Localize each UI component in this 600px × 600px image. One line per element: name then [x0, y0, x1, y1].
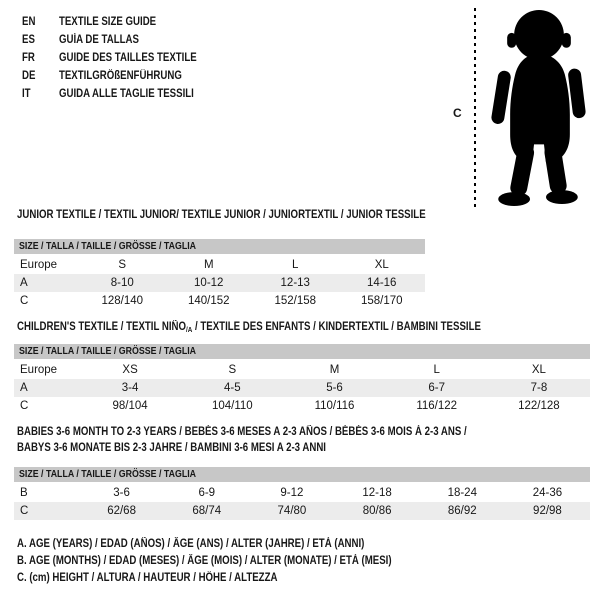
language-code: EN [22, 16, 36, 28]
table-row-europe [14, 361, 590, 379]
language-code: ES [22, 34, 35, 46]
language-row [22, 67, 197, 85]
language-code: FR [22, 52, 35, 64]
size-cell: L [292, 259, 299, 271]
size-cell: 68/74 [192, 505, 222, 517]
size-cell: 104/110 [211, 400, 253, 412]
size-cell: 8-10 [110, 277, 134, 289]
size-header-band [14, 239, 425, 254]
size-cell: 122/128 [518, 400, 560, 412]
babies-title-line2: BABYS 3-6 MONATE BIS 2-3 JAHRE / BAMBINI 3-6 MESI A 2-3 ANNI [17, 442, 326, 454]
row-label: B [20, 487, 28, 499]
language-row [22, 31, 197, 49]
language-code: DE [22, 70, 36, 82]
size-cell: 152/158 [274, 295, 317, 307]
row-label: A [20, 382, 28, 394]
table-row-height [14, 397, 590, 415]
size-header-band [14, 344, 590, 359]
language-label: GUÍA DE TALLAS [58, 34, 139, 46]
size-cell: 92/98 [533, 505, 562, 517]
size-cell: 3-4 [121, 382, 139, 394]
row-label: Europe [20, 259, 58, 271]
language-row [22, 49, 197, 67]
size-cell: XL [374, 259, 389, 271]
size-cell: L [433, 364, 440, 376]
size-cell: XL [531, 364, 546, 376]
size-cell: 98/104 [112, 400, 148, 412]
children-table-title [17, 321, 569, 334]
junior-size-table [14, 239, 425, 310]
size-cell: 110/116 [314, 400, 355, 412]
size-cell: M [203, 259, 214, 271]
size-cell: 24-36 [532, 487, 563, 499]
size-header-text: SIZE / TALLA / TAILLE / GRÖSSE / TAGLIA [19, 240, 197, 252]
row-label: Europe [20, 364, 58, 376]
table-row-age-years [14, 274, 425, 292]
footnote-age-months: B. AGE (MONTHS) / EDAD (MESES) / ÂGE (MOIS) / ALTER (MONATE) / ETÀ (MESI) [17, 555, 392, 567]
size-cell: 4-5 [223, 382, 241, 394]
size-cell: 7-8 [530, 382, 548, 394]
children-title-sub: /A [186, 325, 193, 334]
table-row-age-months [14, 484, 590, 502]
language-label: GUIDE DES TAILLES TEXTILE [58, 52, 197, 64]
size-cell: 74/80 [277, 505, 307, 517]
row-label: A [20, 277, 28, 289]
babies-title-line1: BABIES 3-6 MONTH TO 2-3 YEARS / BEBÉS 3-6 MESES A 2-3 AÑOS / BÉBÉS 3-6 MOIS À 2-3 ANS / [17, 426, 467, 438]
size-header-band [14, 467, 590, 482]
language-list [22, 13, 230, 103]
footnote-age-years: A. AGE (YEARS) / EDAD (AÑOS) / ÂGE (ANS) / ALTER (JAHRE) / ETÀ (ANNI) [17, 538, 365, 550]
language-label: TEXTILGRÖßENFÜHRUNG [58, 70, 182, 82]
size-header-text: SIZE / TALLA / TAILLE / GRÖSSE / TAGLIA [19, 468, 197, 480]
size-cell: 140/152 [187, 295, 230, 307]
language-row [22, 13, 197, 31]
size-cell: 6-7 [428, 382, 446, 394]
children-size-table [14, 344, 590, 415]
footnote-height: C. (cm) HEIGHT / ALTURA / HAUTEUR / HÖHE / ALTEZZA [17, 572, 278, 584]
children-title-post: / TEXTILE DES ENFANTS / KINDERTEXTIL / BAMBINI TESSILE [192, 321, 481, 333]
size-cell: 12-13 [280, 277, 310, 289]
size-cell: 116/122 [416, 400, 458, 412]
size-cell: S [228, 364, 237, 376]
size-cell: 6-9 [198, 487, 216, 499]
junior-table-title: JUNIOR TEXTILE / TEXTIL JUNIOR/ TEXTILE JUNIOR / JUNIORTEXTIL / JUNIOR TESSILE [17, 209, 426, 221]
size-cell: 10-12 [194, 277, 224, 289]
size-cell: XS [122, 364, 138, 376]
language-row [22, 85, 197, 103]
measure-label-c: C [453, 106, 462, 120]
size-cell: 12-18 [362, 487, 392, 499]
size-cell: 9-12 [280, 487, 304, 499]
table-row-age-years [14, 379, 590, 397]
size-cell: M [329, 364, 340, 376]
size-cell: 14-16 [367, 277, 397, 289]
footnotes [17, 536, 463, 587]
babies-table-title [17, 424, 552, 456]
children-title-pre: CHILDREN'S TEXTILE / TEXTIL NIÑO [17, 321, 187, 333]
size-cell: 3-6 [113, 487, 130, 499]
height-measure-line [474, 8, 476, 209]
language-label: TEXTILE SIZE GUIDE [58, 16, 157, 28]
size-cell: 62/68 [107, 505, 136, 517]
baby-silhouette-icon [487, 9, 593, 208]
row-label: C [20, 295, 29, 307]
table-row-height [14, 292, 425, 310]
size-cell: 128/140 [101, 295, 144, 307]
language-code: IT [22, 88, 31, 100]
row-label: C [20, 505, 29, 517]
size-header-text: SIZE / TALLA / TAILLE / GRÖSSE / TAGLIA [19, 345, 197, 357]
babies-size-table [14, 467, 590, 520]
size-cell: 5-6 [326, 382, 343, 394]
size-cell: 18-24 [447, 487, 477, 499]
size-cell: 80/86 [362, 505, 392, 517]
row-label: C [20, 400, 29, 412]
language-label: GUIDA ALLE TAGLIE TESSILI [58, 88, 194, 100]
table-row-europe [14, 256, 425, 274]
size-cell: 158/170 [360, 295, 403, 307]
table-row-height [14, 502, 590, 520]
size-cell: 86/92 [447, 505, 477, 517]
size-cell: S [118, 259, 127, 271]
